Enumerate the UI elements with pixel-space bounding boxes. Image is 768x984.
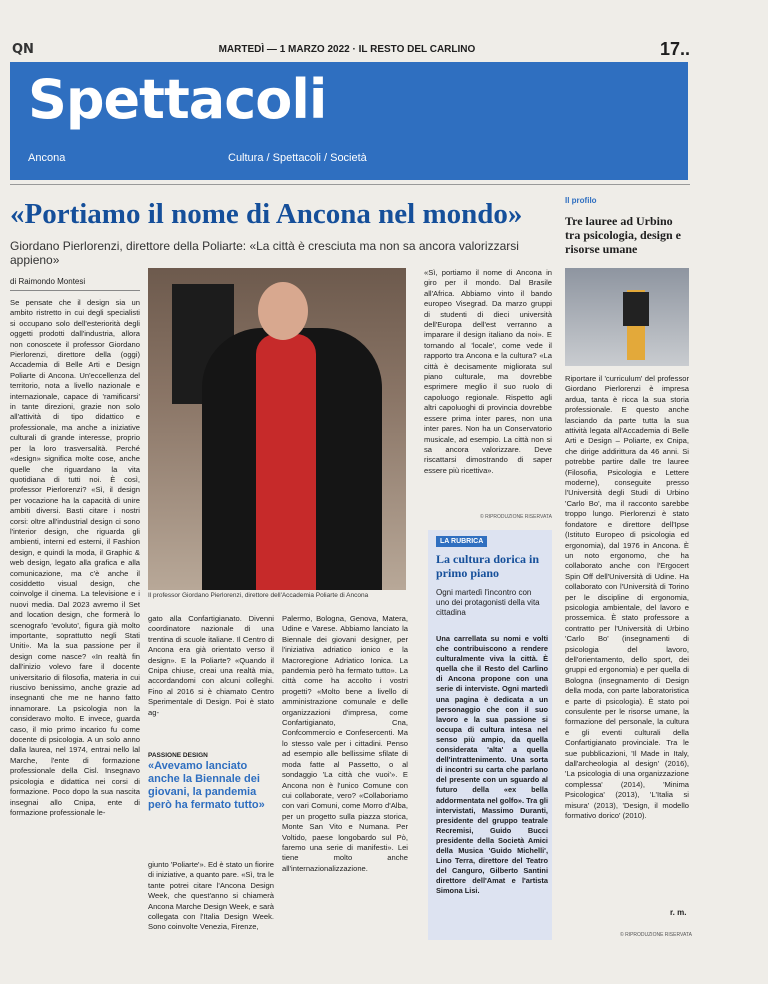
article-title: «Portiamo il nome di Ancona nel mondo» — [10, 198, 523, 230]
profile-label: Il profilo — [565, 196, 597, 205]
page-header — [12, 38, 690, 60]
article-column-1: Se pensate che il design sia un ambito ristretto in cui degli specialisti si occupano solo dell'esteriorità degli oggetti prodotti dall'industria, allora non conoscete il professor Giordano Pierlorenzi, direttore della (oggi) Accademia di Belle Arti e Design Poliarte di Ancona. Un'eccellenza del territorio, nota a livello nazionale e internazionale, capace di 'ramificarsi' in tante direzioni, grazie non solo all'attività di tipo didattico e professionale, ma anche a iniziative culturali di grande interesse, proprio per la loro trasversalità. Perché «design» significa molte cose, anche quelle che riguardano la vita quotidiana di tutti noi. È così, professor Pierlorenzi? «Sì, il design per vocazione ha la capacità di unire ambiti diversi. Basti citare i nostri corsi: oltre all'industrial design ci sono l'interior design, che riguarda gli ambienti, interni ed esterni, il Fashion design, e quindi la moda, il Graphic & web design, legato alla grafica e alla comunicazione, ma c'è anche il cosiddetto visual design, che coinvolge il cinema. La televisione e i nuovi media. Dal 2023 avremo il Set and location design, che formerà lo scenografo 'evoluto', figura già molto importante, soprattutto negli Stati Uniti». Ma la sua passione per il design come nasce? «In realtà fin dall'inizio volevo fare il docente universitario di filosofia, materia in cui riuscivo benissimo, anche grazie ad insegnanti che me ne hanno fatto innamorare. La psicologia non la consideravo molto. E invece, guarda caso, il mio primo incarico fu come docente di psicologia. A un solo anno dalla laurea, nel 1974, entrai nello lal Marche, l'ente di formazione professionale della Cisl. Insegnavo psicologia e didattica nei corsi di formazione. Poco dopo la sua nascita insegnai allo Cnipa, ente di formazione professionale le- — [10, 298, 140, 817]
section-title: Spettacoli — [28, 68, 327, 131]
rubrica-tag: LA RUBRICA — [436, 536, 487, 547]
city-label: Ancona — [28, 152, 66, 164]
divider — [10, 184, 690, 185]
copyright-note: © RIPRODUZIONE RISERVATA — [480, 514, 552, 520]
photo-caption: Il professor Giordano Pierlorenzi, direttore dell'Accademia Poliarte di Ancona — [148, 592, 369, 599]
article-column-3: Palermo, Bologna, Genova, Matera, Udine e Varese. Abbiamo lanciato la Biennale dei giovani designer, per l'iniziativa adriatico ionico e la Macroregione Adriatico Ionica. La pandemia però ha fermato tutto». La città come ha accolto i vostri progetti? «Molto bene a livello di amministrazione comunale e delle organizzazioni d'impresa, come Confartigianato, Cna, Confcommercio e Confesercenti. Ma lo stesso vale per i cittadini. Penso ad esempio alle bellissime sfilate di moda fatte al Passetto, o al sondaggio 'La città che vuoi'». E Ancona non è l'unico Comune con cui collaborate, vero? «Collaboriamo con vari Comuni, come Morro d'Alba, per un progetto sulla piazza storica, Monte San Vito e Numana. Per Voltido, paese longobardo sul Pò, faremo una serie di manifesti». Lei tiene molto anche all'internazionalizzazione. — [282, 614, 408, 873]
rubrica-box — [428, 530, 552, 940]
profile-text: Riportare il 'curriculum' del professor Giordano Pierlorenzi è impresa ardua, tanta è ricca la sua storia professionale. E questo anche lasciando da parte tutta la sua attività legata all'Accademia di Belle Arti e Design – Poliarte, ex Cnipa, che dirige addirittura da 46 anni. Si potrebbe partire dalle tre lauree (Filosofia, Psicologia e Lettere moderne), conseguite presso l'Università degli Studi di Urbino 'Carlo Bo', ma il racconto sarebbe troppo lungo. Pierlorenzi è stato fondatore e direttore dell'Ipse (Istituto Europeo di psicologia ed ergonomia), dal 1976 in Ancona. È un noto ergonomo, che ha collaborato anche con l'Ergocert Spin Off dell'Università di Udine. Ha collaborato con l'Università di Torino per le discipline di ergonomia, psicologia ambientale, del lavoro e prossemica. È stato professore a contratto per l'Università di Urbino 'Carlo Bo' (insegnamenti di psicologia del lavoro, dell'orientamento, dello sport, dei gruppi ed ergonomia) e per quella di Bologna (insegnamento di Design della moda, con parte laboratoristica e parte di psicologia). È stato poi consulente per le risorse umane, la formazione del personale, la cultura e gli eventi culturali della Confartigianato provinciale. Tra le sue pubblicazioni, 'Il Made in Italy, dall'archeologia al design' (2016), 'La psicologia di una organizzazione complessa' (2014), 'Minima Psicologica' (2013), 'L'Italia si misura' (2013), 'Design, il modello formativo dorico' (2010). — [565, 374, 689, 821]
article-column-2: gato alla Confartigianato. Divenni coordinatore nazionale di una trentina di scuole italiane. Il Centro di Ancona era già orientato verso il design». E la Poliarte? «Quando il Cnipa chiuse, creai una realtà mia, accordandomi con alcuni colleghi. Fino al 2016 si è chiamato Centro Sperimentale di Design. Poi è stato ag- — [148, 614, 274, 717]
pull-quote-label: PASSIONE DESIGN — [148, 752, 208, 759]
head — [258, 282, 308, 340]
rubrica-title: La cultura dorica in primo piano — [436, 552, 540, 580]
portrait-photo — [148, 268, 406, 590]
article-column-4: «Sì, portiamo il nome di Ancona in giro per il mondo. Dal Brasile all'Africa. Abbiamo vinto il bando europeo Visegrad. Da marzo gruppi di studenti di dieci università dell'Europa dell'est verranno a imparare il design italiano da noi». E tornando al 'locale', come vede il rapporto tra Ancona e la cultura? «La città è decisamente migliorata sul piano culturale, ma dovrebbe esprimere meglio il suo ruolo di capoluogo regionale. Rispetto agli altri capoluoghi di provincia dovrebbe essere prima inter pares, non una inter pares. Non ha un Conservatorio musicale, ad esempio. La città non si sa ancora valorizzare. Deve riscattarsi dimostrando di saper essere più ricettiva». — [424, 268, 552, 475]
article-column-2b: giunto 'Poliarte'». Ed è stato un fiorire di iniziative, a quanto pare. «Sì, tra le tante potrei citare l'Ancona Design Week, che quest'anno si chiamerà Ancona Marche Design Week, e sarà collegata con l'Italia Design Week. Sono coinvolte Venezia, Firenze, — [148, 860, 274, 932]
figure-torso — [623, 292, 649, 326]
article-subtitle: Giordano Pierlorenzi, direttore della Poliarte: «La città è cresciuta ma non sa ancora valorizzarsi appieno» — [10, 239, 519, 267]
page-number: 17.. — [659, 38, 690, 59]
byline: di Raimondo Montesi — [10, 277, 86, 286]
red-sash — [256, 334, 316, 590]
category-label: Cultura / Spettacoli / Società — [228, 152, 367, 164]
byline-rule — [10, 290, 140, 291]
rubrica-intro: Ogni martedì l'incontro con uno dei protagonisti della vita cittadina — [436, 588, 540, 617]
newspaper-logo: QN — [12, 41, 34, 57]
date-line: MARTEDÌ — 1 MARZO 2022 · IL RESTO DEL CARLINO — [218, 43, 476, 55]
rubrica-text: Una carrellata su nomi e volti che contribuiscono a rendere culturalmente viva la città. È quella che il Resto del Carlino di Ancona propone con una serie di interviste. Ogni martedì una pagina è dedicata a un personaggio che con il suo lavoro e la sua passione si occupa di cultura intesa nel senso più ampio, da quella considerata 'alta' a quella dell'intrattenimento. Una sorta di incontri su carta che parlano del presente con un sguardo al futuro della «ex bella addormentata nel golfo». Tra gli intervistati, Massimo Duranti, presidente del gruppo teatrale Recremisi, Guido Bucci presidente della Società Amici della Musica 'Guido Michelli', Lino Terra, direttore del Teatro del Canguro, Gilberto Santini direttore dell'Amat e l'artista Simona Lisi. — [436, 634, 548, 896]
author-initials: r. m. — [670, 908, 687, 917]
profile-title: Tre lauree ad Urbino tra psicologia, design e risorse umane — [565, 214, 681, 256]
copyright-note-2: © RIPRODUZIONE RISERVATA — [620, 932, 692, 938]
section-banner — [10, 62, 688, 180]
pull-quote: «Avevamo lanciato anche la Biennale dei giovani, la pandemia però ha fermato tutto» — [148, 760, 265, 811]
profile-photo — [565, 268, 689, 366]
